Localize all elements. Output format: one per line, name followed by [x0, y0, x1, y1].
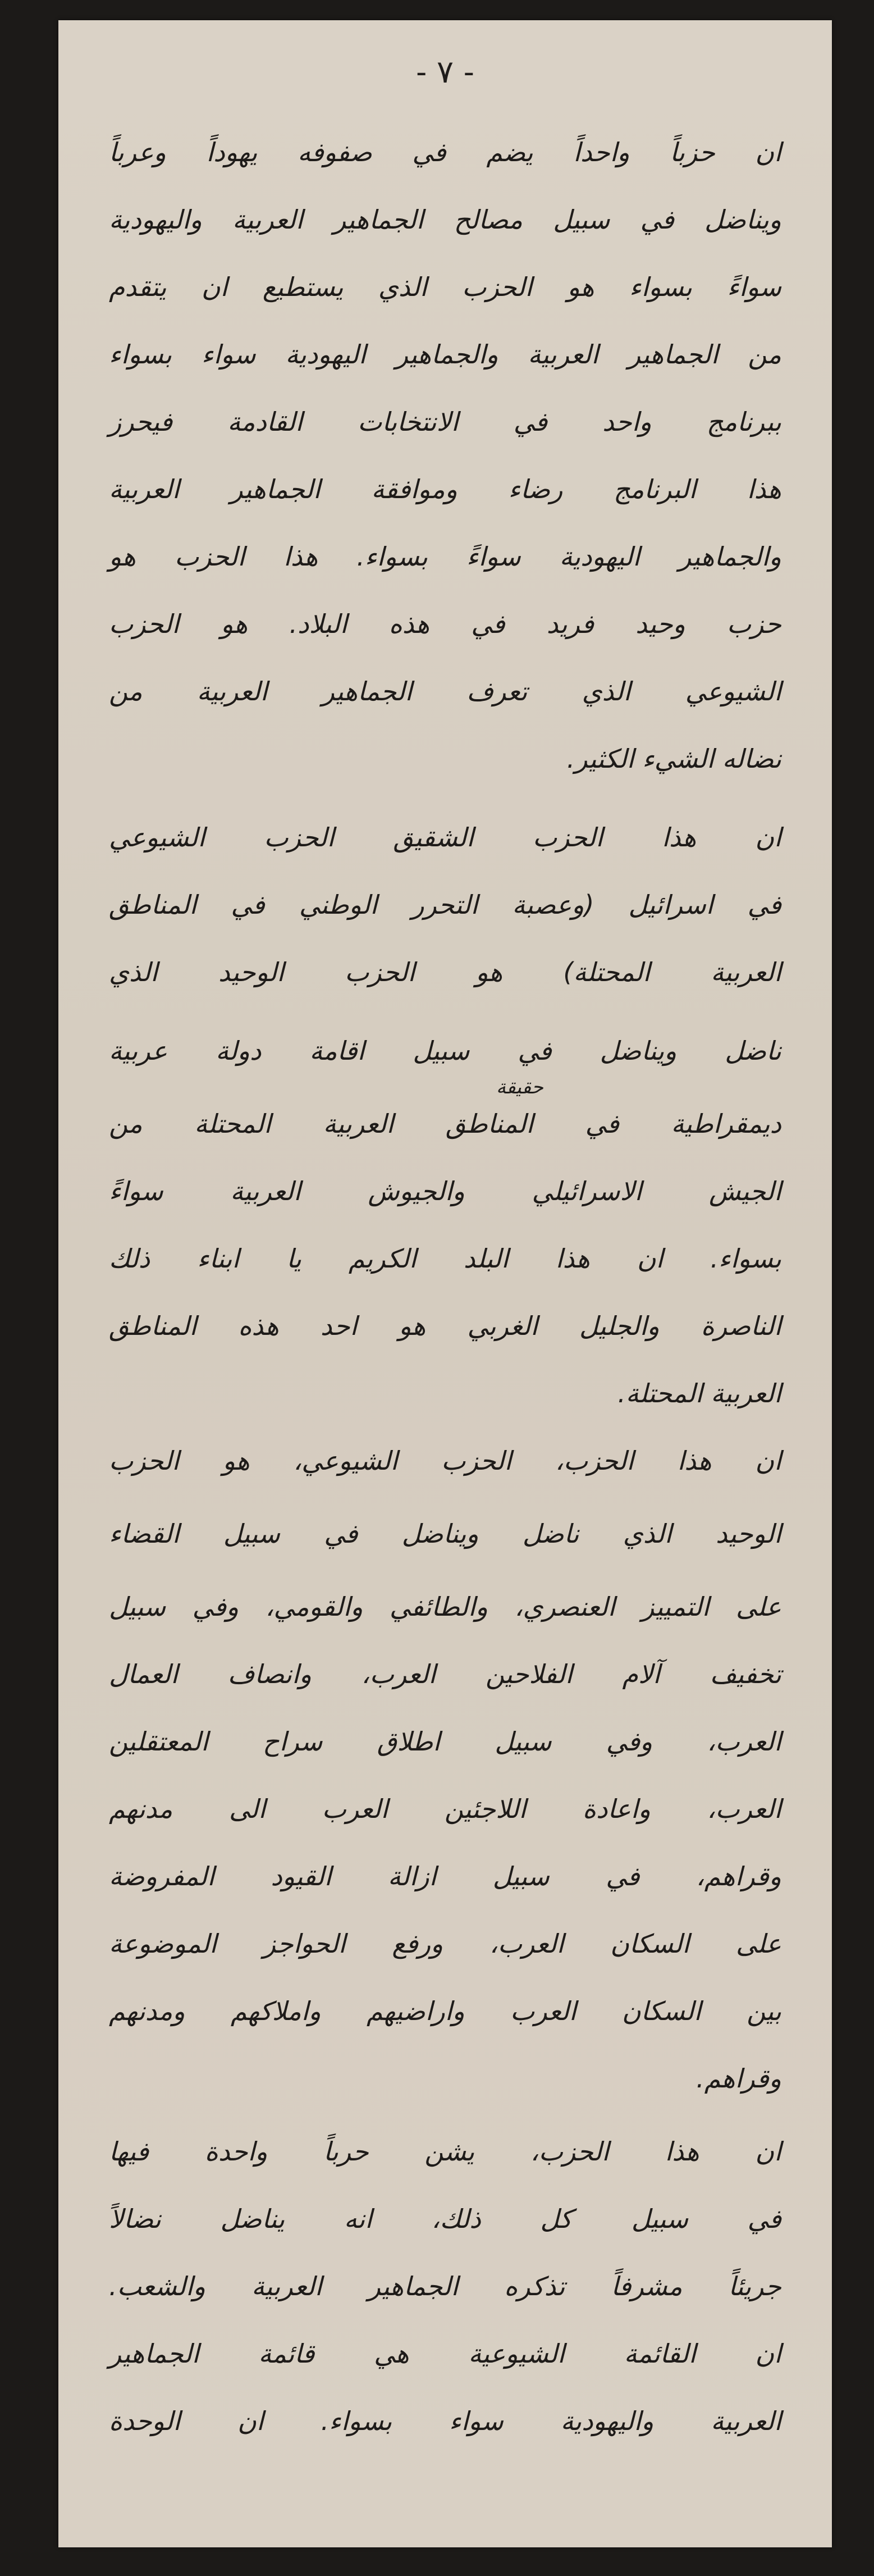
text-line: حزب وحيد فريد في هذه البلاد. هو الحزب: [109, 609, 781, 639]
text-line: هذا البرنامج رضاء وموافقة الجماهير العربية: [109, 474, 781, 504]
text-line: سواءً بسواء هو الحزب الذي يستطيع ان يتقدم: [109, 272, 781, 302]
text-line: الشيوعي الذي تعرف الجماهير العربية من: [109, 676, 781, 706]
text-line: في سبيل كل ذلك، انه يناضل نضالاً: [109, 2204, 781, 2234]
document-page: [58, 20, 832, 2547]
text-line: ويناضل في سبيل مصالح الجماهير العربية واليهودية: [109, 204, 781, 235]
text-line: في اسرائيل (وعصبة التحرر الوطني في المناطق: [109, 890, 781, 920]
text-line: جريئاً مشرفاً تذكره الجماهير العربية والشعب.: [109, 2271, 781, 2301]
text-line: العرب، واعادة اللاجئين العرب الى مدنهم: [109, 1794, 781, 1824]
text-line: الناصرة والجليل الغربي هو احد هذه المناطق: [109, 1311, 781, 1341]
text-line: على السكان العرب، ورفع الحواجز الموضوعة: [109, 1928, 781, 1959]
text-line: وقراهم.: [696, 2063, 781, 2094]
text-line: ديمقراطية في المناطق العربية المحتلة من: [109, 1109, 781, 1139]
text-line: بين السكان العرب واراضيهم واملاكهم ومدنهم: [109, 1996, 781, 2026]
text-line: على التمييز العنصري، والطائفي والقومي، وفي سبيل: [109, 1592, 781, 1622]
text-line: ان حزباً واحداً يضم في صفوفه يهوداً وعرباً: [109, 137, 781, 167]
text-line: بسواء. ان هذا البلد الكريم يا ابناء ذلك: [109, 1243, 781, 1274]
text-line: ناضل ويناضل في سبيل اقامة دولة عربية: [109, 1036, 781, 1066]
text-line: تخفيف آلام الفلاحين العرب، وانصاف العمال: [109, 1659, 781, 1689]
text-line: العرب، وفي سبيل اطلاق سراح المعتقلين: [109, 1726, 781, 1757]
text-line: ببرنامج واحد في الانتخابات القادمة فيحرز: [109, 407, 781, 437]
text-line: العربية المحتلة.: [617, 1378, 781, 1408]
text-line: ان هذا الحزب، الحزب الشيوعي، هو الحزب: [109, 1446, 781, 1476]
text-line: الجيش الاسرائيلي والجيوش العربية سواءً: [109, 1176, 781, 1206]
page-number: - ٧ -: [416, 54, 474, 90]
interlinear-insertion: حقيقة: [496, 1076, 543, 1098]
text-line: ان القائمة الشيوعية هي قائمة الجماهير: [109, 2338, 781, 2369]
text-line: من الجماهير العربية والجماهير اليهودية سواء بسواء: [109, 339, 781, 370]
text-line: نضاله الشيء الكثير.: [566, 744, 781, 774]
text-line: الوحيد الذي ناضل ويناضل في سبيل القضاء: [109, 1519, 781, 1549]
text-line: وقراهم، في سبيل ازالة القيود المفروضة: [109, 1861, 781, 1891]
text-line: والجماهير اليهودية سواءً بسواء. هذا الحزب هو: [109, 541, 781, 572]
text-line: العربية واليهودية سواء بسواء. ان الوحدة: [109, 2406, 781, 2436]
text-line: العربية المحتلة) هو الحزب الوحيد الذي: [109, 957, 781, 987]
text-line: ان هذا الحزب الشقيق الحزب الشيوعي: [109, 822, 781, 852]
text-line: ان هذا الحزب، يشن حرباً واحدة فيها: [109, 2136, 781, 2167]
